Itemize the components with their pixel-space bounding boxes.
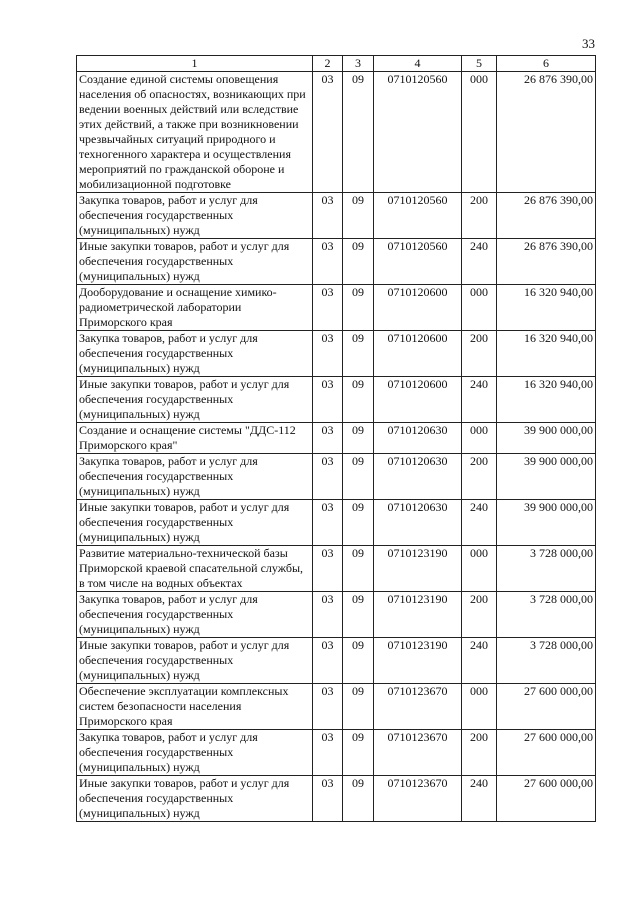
expense-type-cell: 200 — [462, 454, 497, 500]
amount-cell: 3 728 000,00 — [497, 592, 596, 638]
target-article-cell: 0710120630 — [374, 423, 462, 454]
section-code-cell: 03 — [313, 730, 343, 776]
column-header-3: 3 — [343, 56, 374, 72]
section-code-cell: 03 — [313, 377, 343, 423]
section-code-cell: 03 — [313, 423, 343, 454]
table-row — [77, 684, 596, 730]
column-header-1: 1 — [77, 56, 313, 72]
table-row — [77, 193, 596, 239]
target-article-cell: 0710123670 — [374, 776, 462, 822]
amount-cell: 27 600 000,00 — [497, 776, 596, 822]
expense-type-cell: 240 — [462, 377, 497, 423]
subsection-code-cell: 09 — [343, 423, 374, 454]
column-header-4: 4 — [374, 56, 462, 72]
page-number: 33 — [582, 36, 595, 51]
column-header-6: 6 — [497, 56, 596, 72]
expense-name-cell: Обеспечение эксплуатации комплексных систем безопасности населения Приморского края — [77, 684, 313, 730]
expense-name-cell: Иные закупки товаров, работ и услуг для обеспечения государственных (муниципальных) нужд — [77, 638, 313, 684]
table-header-row — [77, 56, 596, 72]
amount-cell: 16 320 940,00 — [497, 331, 596, 377]
expense-name-cell: Развитие материально-технической базы Приморской краевой спасательной службы, в том числе на водных объектах — [77, 546, 313, 592]
expense-type-cell: 240 — [462, 500, 497, 546]
section-code-cell: 03 — [313, 285, 343, 331]
expense-type-cell: 200 — [462, 193, 497, 239]
table-row — [77, 377, 596, 423]
expense-type-cell: 000 — [462, 423, 497, 454]
subsection-code-cell: 09 — [343, 239, 374, 285]
table-row — [77, 776, 596, 822]
amount-cell: 26 876 390,00 — [497, 193, 596, 239]
subsection-code-cell: 09 — [343, 72, 374, 193]
target-article-cell: 0710120600 — [374, 377, 462, 423]
section-code-cell: 03 — [313, 72, 343, 193]
target-article-cell: 0710123190 — [374, 546, 462, 592]
target-article-cell: 0710123670 — [374, 684, 462, 730]
column-header-2: 2 — [313, 56, 343, 72]
subsection-code-cell: 09 — [343, 592, 374, 638]
budget-table — [76, 55, 596, 822]
subsection-code-cell: 09 — [343, 454, 374, 500]
section-code-cell: 03 — [313, 546, 343, 592]
subsection-code-cell: 09 — [343, 331, 374, 377]
subsection-code-cell: 09 — [343, 730, 374, 776]
amount-cell: 26 876 390,00 — [497, 239, 596, 285]
subsection-code-cell: 09 — [343, 377, 374, 423]
target-article-cell: 0710123190 — [374, 638, 462, 684]
amount-cell: 27 600 000,00 — [497, 730, 596, 776]
target-article-cell: 0710120560 — [374, 72, 462, 193]
section-code-cell: 03 — [313, 500, 343, 546]
expense-type-cell: 240 — [462, 239, 497, 285]
column-header-5: 5 — [462, 56, 497, 72]
expense-name-cell: Иные закупки товаров, работ и услуг для обеспечения государственных (муниципальных) нужд — [77, 500, 313, 546]
table-row — [77, 500, 596, 546]
expense-type-cell: 000 — [462, 684, 497, 730]
expense-type-cell: 000 — [462, 546, 497, 592]
table-row — [77, 546, 596, 592]
table-row — [77, 592, 596, 638]
section-code-cell: 03 — [313, 331, 343, 377]
amount-cell: 16 320 940,00 — [497, 377, 596, 423]
subsection-code-cell: 09 — [343, 776, 374, 822]
subsection-code-cell: 09 — [343, 285, 374, 331]
target-article-cell: 0710123190 — [374, 592, 462, 638]
section-code-cell: 03 — [313, 592, 343, 638]
expense-type-cell: 200 — [462, 730, 497, 776]
expense-type-cell: 000 — [462, 72, 497, 193]
table-body — [77, 72, 596, 822]
amount-cell: 3 728 000,00 — [497, 638, 596, 684]
subsection-code-cell: 09 — [343, 684, 374, 730]
subsection-code-cell: 09 — [343, 193, 374, 239]
table-row — [77, 638, 596, 684]
table-row — [77, 454, 596, 500]
amount-cell: 26 876 390,00 — [497, 72, 596, 193]
table-row — [77, 730, 596, 776]
expense-name-cell: Закупка товаров, работ и услуг для обеспечения государственных (муниципальных) нужд — [77, 331, 313, 377]
expense-name-cell: Закупка товаров, работ и услуг для обеспечения государственных (муниципальных) нужд — [77, 193, 313, 239]
expense-type-cell: 200 — [462, 331, 497, 377]
expense-type-cell: 240 — [462, 638, 497, 684]
expense-name-cell: Иные закупки товаров, работ и услуг для обеспечения государственных (муниципальных) нужд — [77, 776, 313, 822]
target-article-cell: 0710120630 — [374, 500, 462, 546]
expense-type-cell: 240 — [462, 776, 497, 822]
table-row — [77, 331, 596, 377]
subsection-code-cell: 09 — [343, 546, 374, 592]
target-article-cell: 0710120560 — [374, 193, 462, 239]
expense-name-cell: Дооборудование и оснащение химико-радиометрической лаборатории Приморского края — [77, 285, 313, 331]
amount-cell: 39 900 000,00 — [497, 423, 596, 454]
target-article-cell: 0710120560 — [374, 239, 462, 285]
amount-cell: 3 728 000,00 — [497, 546, 596, 592]
section-code-cell: 03 — [313, 239, 343, 285]
amount-cell: 39 900 000,00 — [497, 500, 596, 546]
expense-name-cell: Закупка товаров, работ и услуг для обеспечения государственных (муниципальных) нужд — [77, 454, 313, 500]
subsection-code-cell: 09 — [343, 500, 374, 546]
section-code-cell: 03 — [313, 454, 343, 500]
amount-cell: 39 900 000,00 — [497, 454, 596, 500]
expense-name-cell: Иные закупки товаров, работ и услуг для обеспечения государственных (муниципальных) нужд — [77, 377, 313, 423]
target-article-cell: 0710120600 — [374, 285, 462, 331]
expense-type-cell: 000 — [462, 285, 497, 331]
amount-cell: 27 600 000,00 — [497, 684, 596, 730]
table-row — [77, 423, 596, 454]
section-code-cell: 03 — [313, 776, 343, 822]
amount-cell: 16 320 940,00 — [497, 285, 596, 331]
expense-type-cell: 200 — [462, 592, 497, 638]
target-article-cell: 0710120600 — [374, 331, 462, 377]
section-code-cell: 03 — [313, 193, 343, 239]
expense-name-cell: Иные закупки товаров, работ и услуг для обеспечения государственных (муниципальных) нужд — [77, 239, 313, 285]
expense-name-cell: Создание единой системы оповещения населения об опасностях, возникающих при ведении военных действий или вследствие этих действий, а также при возникновении чрезвычайных ситуаций природного и техногенного характера и осуществления мероприятий по гражданской обороне и мобилизационной подготовке — [77, 72, 313, 193]
section-code-cell: 03 — [313, 638, 343, 684]
target-article-cell: 0710123670 — [374, 730, 462, 776]
table-row — [77, 285, 596, 331]
section-code-cell: 03 — [313, 684, 343, 730]
expense-name-cell: Закупка товаров, работ и услуг для обеспечения государственных (муниципальных) нужд — [77, 730, 313, 776]
expense-name-cell: Создание и оснащение системы "ДДС-112 Приморского края" — [77, 423, 313, 454]
expense-name-cell: Закупка товаров, работ и услуг для обеспечения государственных (муниципальных) нужд — [77, 592, 313, 638]
table-row — [77, 239, 596, 285]
target-article-cell: 0710120630 — [374, 454, 462, 500]
table-row — [77, 72, 596, 193]
subsection-code-cell: 09 — [343, 638, 374, 684]
